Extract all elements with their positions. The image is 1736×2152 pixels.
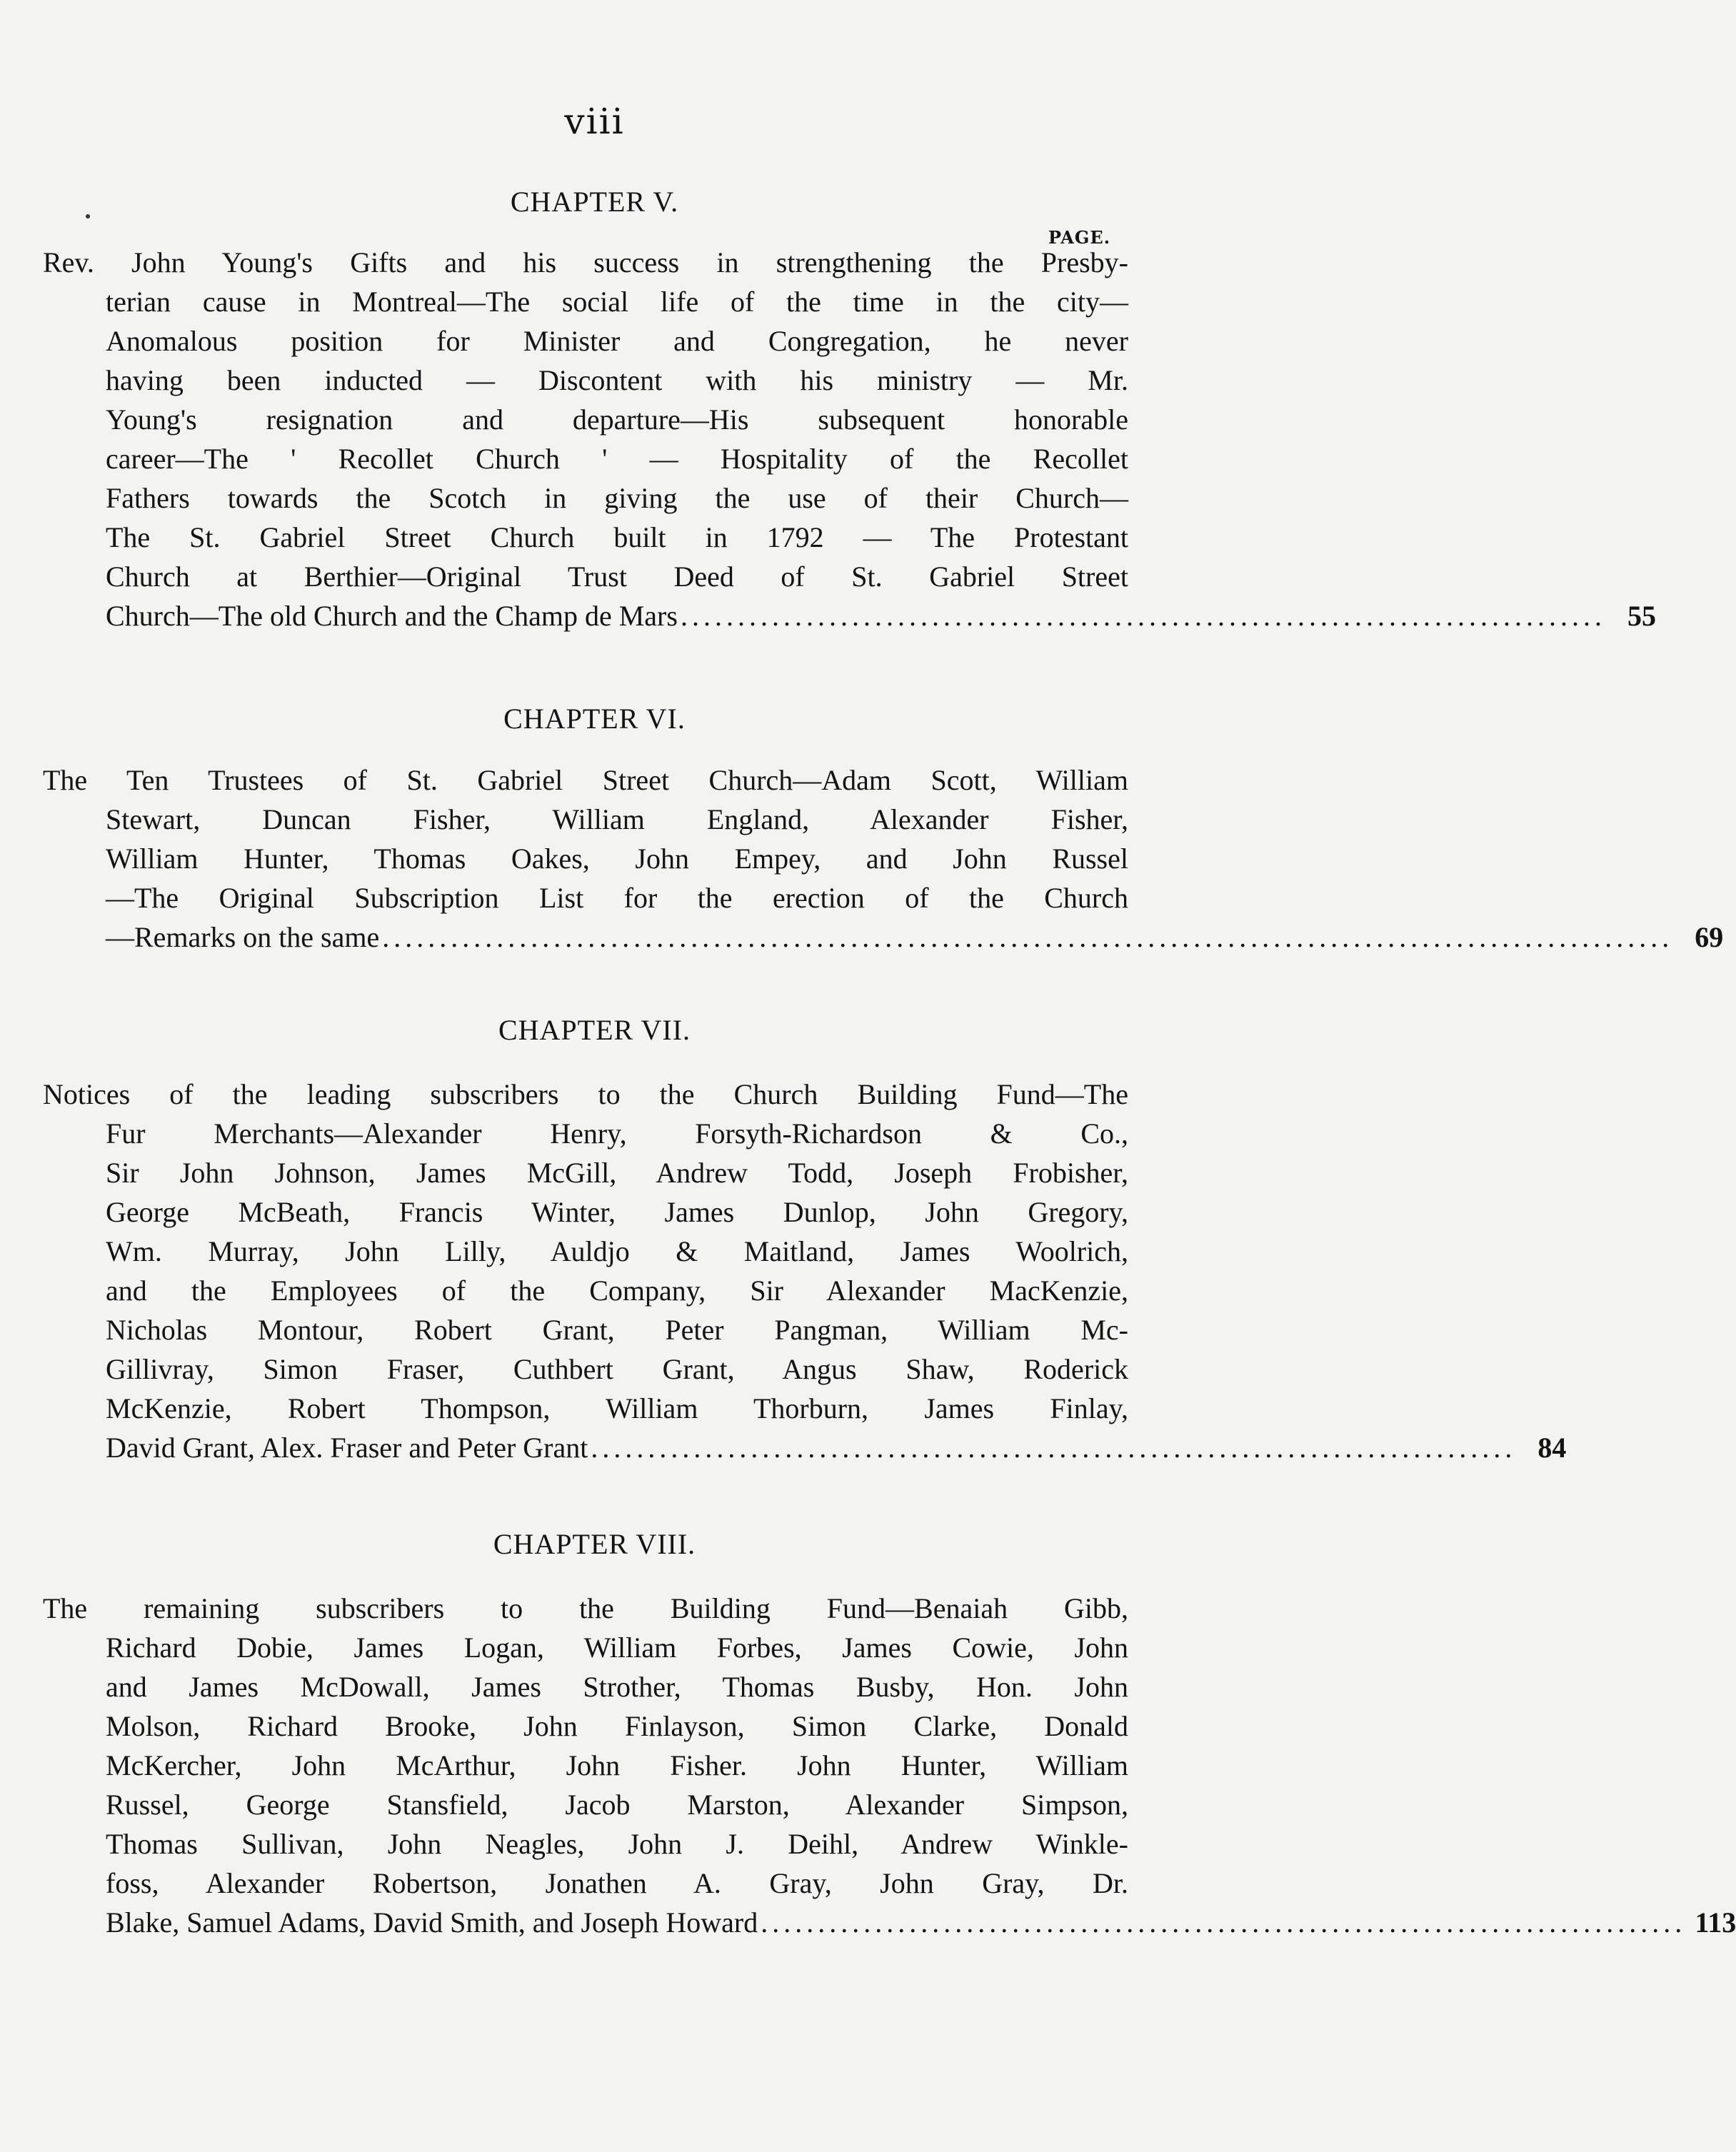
page-reference: 69: [1695, 921, 1724, 953]
summary-line: McKenzie, Robert Thompson, William Thorburn, James Finlay,: [106, 1392, 1128, 1424]
summary-line: having been inducted — Discontent with his ministry — Mr.: [106, 364, 1128, 396]
summary-last-line: [43, 917, 1724, 957]
page-reference: 113: [1695, 1906, 1736, 1939]
summary-line: Russel, George Stansfield, Jacob Marston, Alexander Simpson,: [106, 1789, 1128, 1821]
summary-line: Molson, Richard Brooke, John Finlayson, Simon Clarke, Donald: [106, 1710, 1128, 1742]
summary-line: Stewart, Duncan Fisher, William England, Alexander Fisher,: [106, 803, 1128, 835]
page-number: viii: [564, 101, 625, 142]
summary-line: Anomalous position for Minister and Congregation, he never: [106, 325, 1128, 357]
dot-leader: .................................................................................................................: [382, 921, 1674, 953]
chapter-heading-v: CHAPTER V.: [510, 186, 679, 218]
summary-line: Church—The old Church and the Champ de Mars: [106, 600, 678, 632]
summary-line: The St. Gabriel Street Church built in 1792 — The Protestant: [106, 521, 1128, 553]
summary-line: and James McDowall, James Strother, Thomas Busby, Hon. John: [106, 1671, 1128, 1703]
chapter-viii-summary: [43, 1589, 1736, 1942]
summary-line: Rev. John Young's Gifts and his success in strengthening the Presby-: [43, 246, 1128, 278]
summary-line: foss, Alexander Robertson, Jonathen A. Gray, John Gray, Dr.: [106, 1867, 1128, 1899]
summary-line: The remaining subscribers to the Building Fund—Benaiah Gibb,: [43, 1592, 1128, 1624]
summary-line: George McBeath, Francis Winter, James Dunlop, John Gregory,: [106, 1196, 1128, 1228]
summary-line: Sir John Johnson, James McGill, Andrew Todd, Joseph Frobisher,: [106, 1157, 1128, 1189]
summary-line: Richard Dobie, James Logan, William Forbes, James Cowie, John: [106, 1631, 1128, 1664]
summary-line: career—The ' Recollet Church ' — Hospitality of the Recollet: [106, 443, 1128, 475]
summary-line: Nicholas Montour, Robert Grant, Peter Pangman, William Mc-: [106, 1314, 1128, 1346]
chapter-v-summary: [43, 243, 1656, 635]
dot-leader: .................................................................................: [591, 1432, 1517, 1464]
summary-line: —The Original Subscription List for the erection of the Church: [106, 882, 1128, 914]
summary-line: David Grant, Alex. Fraser and Peter Grant: [106, 1432, 588, 1464]
summary-line: —Remarks on the same: [106, 921, 380, 953]
summary-line: McKercher, John McArthur, John Fisher. John Hunter, William: [106, 1749, 1128, 1781]
summary-line: William Hunter, Thomas Oakes, John Empey, and John Russel: [106, 843, 1128, 875]
dot-leader: .................................................................................: [680, 600, 1606, 632]
page-reference: 84: [1537, 1432, 1567, 1464]
chapter-heading-viii: CHAPTER VIII.: [493, 1528, 696, 1560]
summary-line: Young's resignation and departure—His subsequent honorable: [106, 403, 1128, 436]
chapter-heading-vi: CHAPTER VI.: [503, 703, 686, 735]
summary-last-line: [43, 596, 1656, 635]
chapter-heading-vii: CHAPTER VII.: [498, 1014, 691, 1046]
summary-line: Gillivray, Simon Fraser, Cuthbert Grant, Angus Shaw, Roderick: [106, 1353, 1128, 1385]
summary-line: Fur Merchants—Alexander Henry, Forsyth-Richardson & Co.,: [106, 1117, 1128, 1150]
summary-last-line: [43, 1428, 1567, 1467]
ink-speck: [86, 214, 90, 218]
chapter-vii-summary: [43, 1075, 1567, 1467]
dot-leader: .................................................................................: [761, 1906, 1687, 1939]
summary-line: Notices of the leading subscribers to the Church Building Fund—The: [43, 1078, 1128, 1110]
summary-line: Church at Berthier—Original Trust Deed of St. Gabriel Street: [106, 560, 1128, 593]
summary-line: Wm. Murray, John Lilly, Auldjo & Maitland, James Woolrich,: [106, 1235, 1128, 1267]
summary-line: The Ten Trustees of St. Gabriel Street Church—Adam Scott, William: [43, 764, 1128, 796]
summary-line: Thomas Sullivan, John Neagles, John J. Deihl, Andrew Winkle-: [106, 1828, 1128, 1860]
page-column-label: PAGE.: [1048, 227, 1111, 248]
chapter-vi-summary: [43, 760, 1724, 957]
page-reference: 55: [1627, 600, 1656, 632]
summary-line: terian cause in Montreal—The social life of the time in the city—: [106, 286, 1128, 318]
summary-last-line: [43, 1903, 1736, 1942]
summary-line: and the Employees of the Company, Sir Alexander MacKenzie,: [106, 1274, 1128, 1307]
summary-line: Fathers towards the Scotch in giving the use of their Church—: [106, 482, 1128, 514]
summary-line: Blake, Samuel Adams, David Smith, and Joseph Howard: [106, 1906, 758, 1939]
